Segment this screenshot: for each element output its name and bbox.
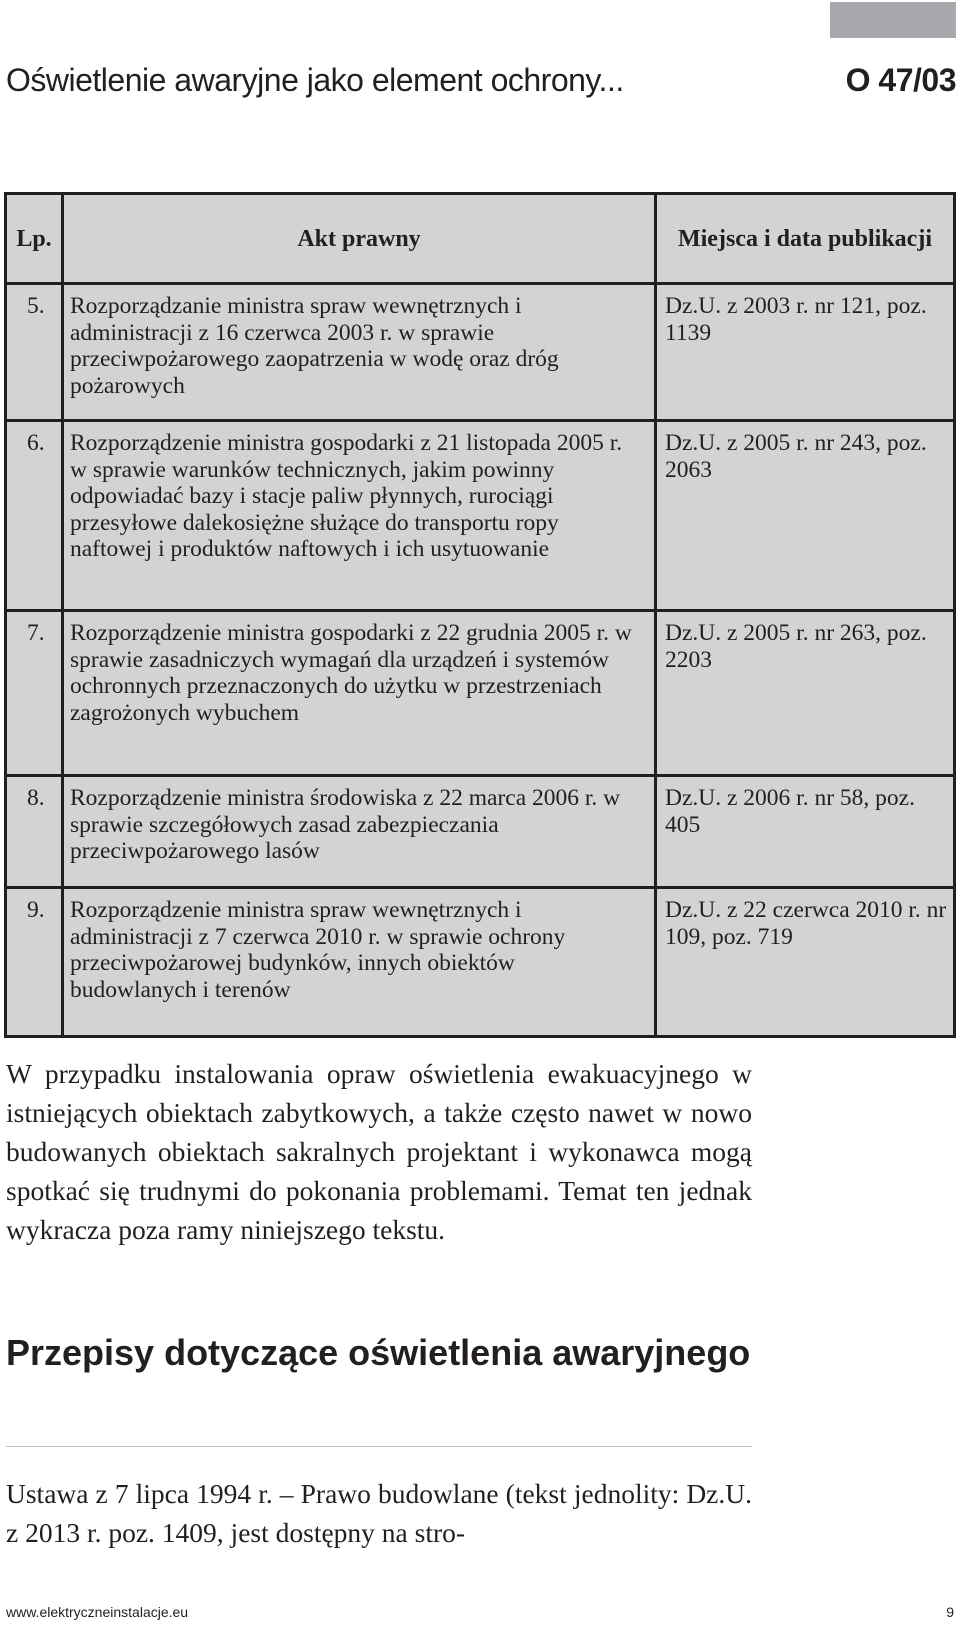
column-header-pub: Miejsca i data publikacji xyxy=(656,194,955,284)
row-publication: Dz.U. z 22 czerwca 2010 r. nr 109, poz. 719 xyxy=(656,888,955,1037)
row-legal-act: Rozporządzenie ministra środowiska z 22 marca 2006 r. w sprawie szczegółowych zasad zabezpieczania przeciwpożarowego lasów xyxy=(63,776,656,888)
row-publication: Dz.U. z 2006 r. nr 58, poz. 405 xyxy=(656,776,955,888)
section-heading: Przepisy dotyczące oświetlenia awaryjnego xyxy=(6,1332,751,1373)
column-header-lp: Lp. xyxy=(6,194,63,284)
footer-url: www.elektryczneinstalacje.eu xyxy=(6,1604,189,1620)
page-number: 9 xyxy=(946,1604,954,1620)
row-publication: Dz.U. z 2005 r. nr 263, poz. 2203 xyxy=(656,611,955,776)
table-row xyxy=(6,421,955,611)
row-number: 5. xyxy=(6,284,63,421)
row-number: 7. xyxy=(6,611,63,776)
heading-divider xyxy=(6,1446,752,1447)
running-header xyxy=(6,52,956,108)
row-publication: Dz.U. z 2005 r. nr 243, poz. 2063 xyxy=(656,421,955,611)
row-number: 8. xyxy=(6,776,63,888)
header-code: O 47/03 xyxy=(845,61,956,98)
legal-acts-table xyxy=(4,192,956,1038)
table-row xyxy=(6,284,955,421)
row-legal-act: Rozporządzenie ministra spraw wewnętrznych i administracji z 7 czerwca 2010 r. w sprawie ochrony przeciwpożarowej budynków, innych obiektów budowlanych i terenów xyxy=(63,888,656,1037)
body-paragraph: W przypadku instalowania opraw oświetlenia ewakuacyjnego w istniejących obiektach zabytkowych, a także często nawet w nowo budowanych obiektach sakralnych projektant i wykonawca mogą spotkać się trudnymi do pokonania problemami. Temat ten jednak wykracza poza ramy niniejszego tekstu. xyxy=(6,1058,752,1245)
table-row xyxy=(6,776,955,888)
column-header-akt: Akt prawny xyxy=(63,194,656,284)
table-row xyxy=(6,611,955,776)
table-row xyxy=(6,888,955,1037)
row-publication: Dz.U. z 2003 r. nr 121, poz. 1139 xyxy=(656,284,955,421)
table-header-row xyxy=(6,194,955,284)
row-number: 9. xyxy=(6,888,63,1037)
header-title: Oświetlenie awaryjne jako element ochrony... xyxy=(6,61,624,98)
row-legal-act: Rozporządzenie ministra gospodarki z 21 listopada 2005 r. w sprawie warunków technicznych, jakim powinny odpowiadać bazy i stacje paliw płynnych, rurociągi przesyłowe dalekosiężne służące do transportu ropy naftowej i produktów naftowych i ich usytuowanie xyxy=(63,421,656,611)
corner-grey-box xyxy=(830,2,956,38)
row-number: 6. xyxy=(6,421,63,611)
row-legal-act: Rozporządzanie ministra spraw wewnętrznych i administracji z 16 czerwca 2003 r. w sprawie przeciwpożarowego zaopatrzenia w wodę oraz dróg pożarowych xyxy=(63,284,656,421)
row-legal-act: Rozporządzenie ministra gospodarki z 22 grudnia 2005 r. w sprawie zasadniczych wymagań dla urządzeń i systemów ochronnych przeznaczonych do użytku w przestrzeniach zagrożonych wybuchem xyxy=(63,611,656,776)
body-paragraph-2: Ustawa z 7 lipca 1994 r. – Prawo budowlane (tekst jednolity: Dz.U. z 2013 r. poz. 1409, jest dostępny na stro- xyxy=(6,1478,752,1548)
